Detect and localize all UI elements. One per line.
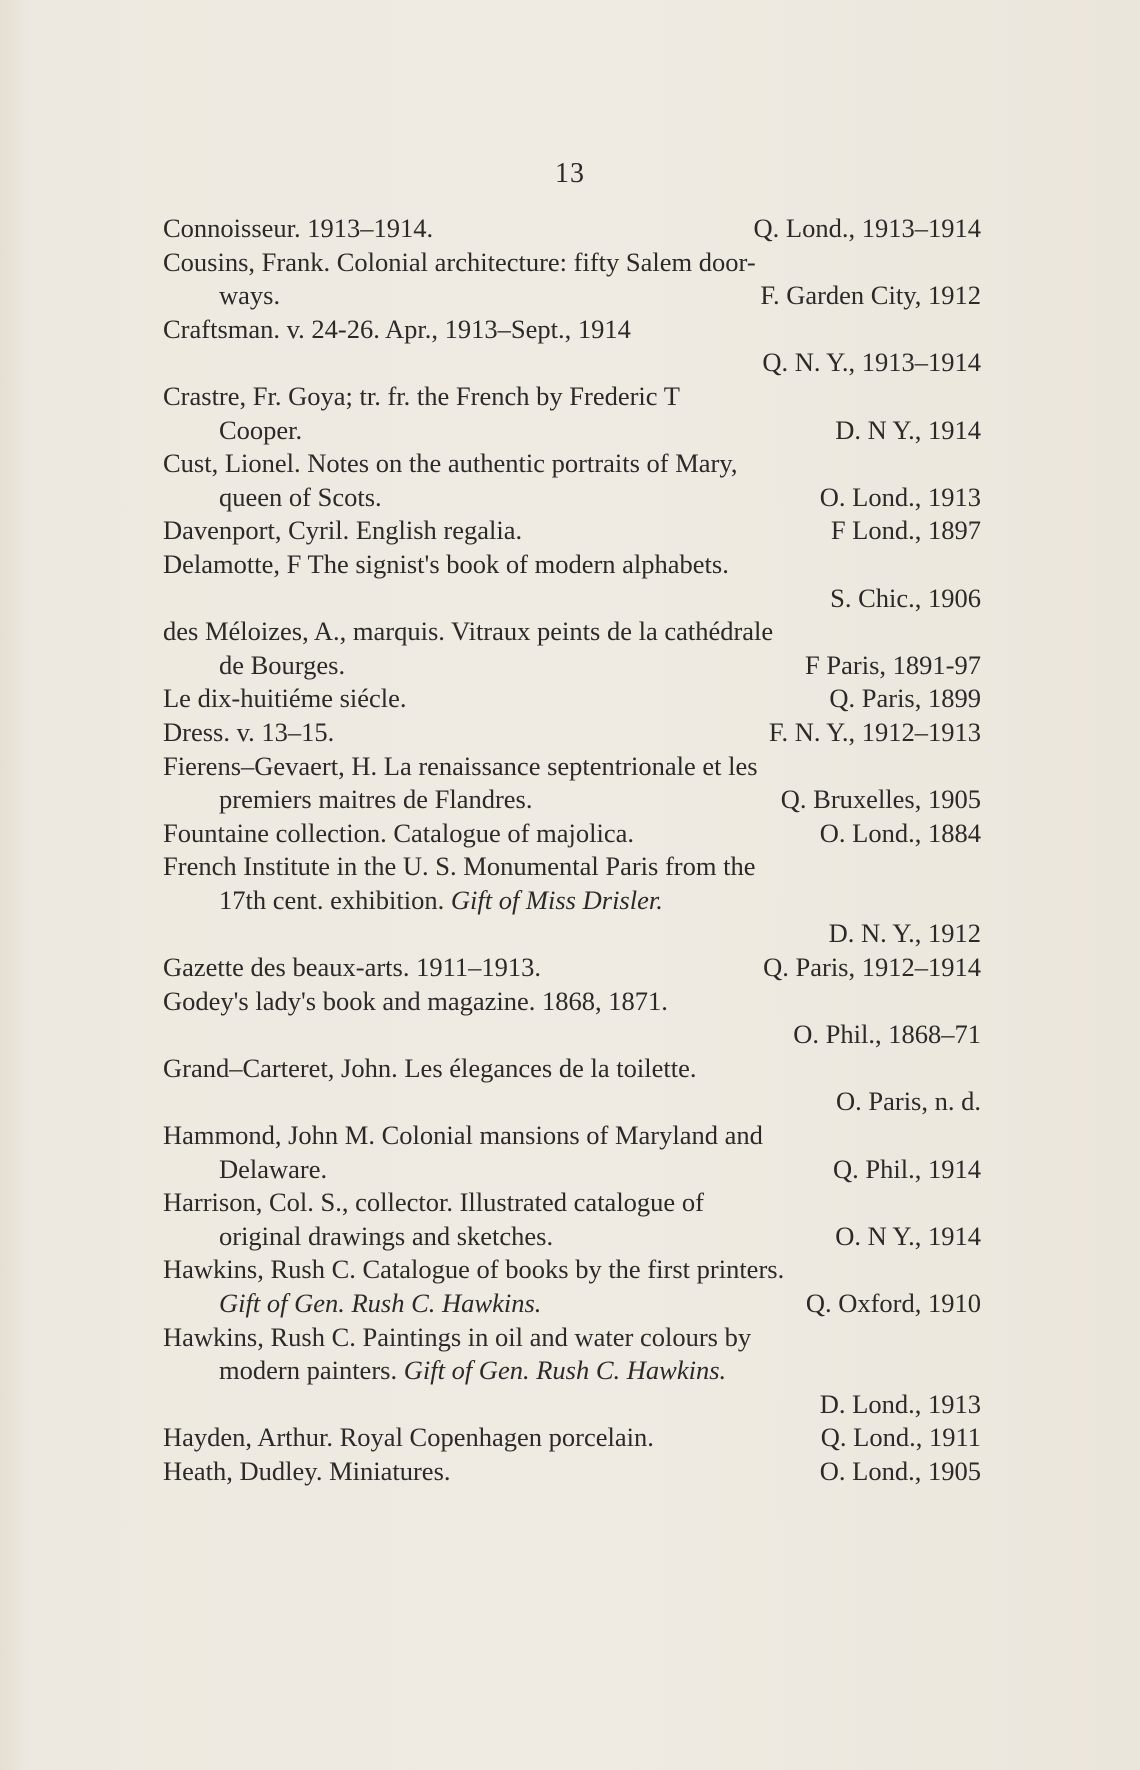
entry-text	[163, 682, 407, 716]
imprint: Q. Lond., 1911	[820, 1422, 981, 1453]
entry-title: Crastre, Fr. Goya; tr. fr. the French by Frederic T	[163, 380, 680, 411]
entry-text	[163, 1220, 553, 1254]
entry-line	[163, 279, 981, 313]
entry-line	[163, 1455, 981, 1489]
entry-text	[163, 951, 541, 985]
entry-title: Grand–Carteret, John. Les élegances de la toilette.	[163, 1052, 697, 1083]
entry-line	[163, 548, 981, 582]
entry-line	[163, 917, 981, 951]
entry-title: Delaware.	[219, 1153, 328, 1184]
entry-text	[163, 1153, 327, 1187]
entry-line	[163, 1052, 981, 1086]
entry-title: Fierens–Gevaert, H. La renaissance septentrionale et les	[163, 750, 758, 781]
entry-line	[163, 1421, 981, 1455]
entry-line	[163, 1321, 981, 1355]
entry-line	[163, 414, 981, 448]
imprint: Q. N. Y., 1913–1914	[762, 347, 981, 378]
entry-line	[163, 1253, 981, 1287]
imprint: Q. Paris, 1899	[829, 683, 981, 714]
entry-line	[163, 1119, 981, 1153]
imprint: F. Garden City, 1912	[760, 280, 981, 311]
entry-line	[163, 1354, 981, 1388]
entry-text	[163, 246, 756, 280]
entry-title: des Méloizes, A., marquis. Vitraux peints de la cathédrale	[163, 616, 774, 647]
imprint: O. Phil., 1868–71	[793, 1019, 981, 1050]
imprint: O. Lond., 1905	[819, 1455, 981, 1486]
entry-line	[163, 481, 981, 515]
entry-line	[163, 346, 981, 380]
entry-text	[163, 817, 634, 851]
imprint: S. Chic., 1906	[830, 582, 981, 613]
entry-title: premiers maitres de Flandres.	[219, 784, 533, 815]
entry-line	[163, 1018, 981, 1052]
entry-text	[163, 716, 334, 750]
imprint: Q. Lond., 1913–1914	[753, 213, 981, 243]
imprint: O. Lond., 1913	[819, 481, 981, 512]
entry-line	[163, 246, 981, 280]
entry-text	[163, 313, 631, 347]
entry-line	[163, 582, 981, 616]
gift-note: Gift of Gen. Rush C. Hawkins.	[403, 1355, 727, 1386]
entry-title: Hammond, John M. Colonial mansions of Maryland and	[163, 1120, 763, 1151]
entry-title: Hawkins, Rush C. Catalogue of books by the first printers.	[163, 1254, 785, 1285]
entry-text	[163, 985, 668, 1019]
entry-line	[163, 817, 981, 851]
entry-text	[163, 884, 663, 918]
entry-title: Craftsman. v. 24-26. Apr., 1913–Sept., 1914	[163, 313, 631, 344]
imprint: Q. Bruxelles, 1905	[780, 784, 981, 815]
entry-line	[163, 1220, 981, 1254]
entry-text	[163, 783, 532, 817]
entry-line	[163, 1186, 981, 1220]
entry-line	[163, 1287, 981, 1321]
entry-text	[163, 1253, 784, 1287]
imprint: Q. Paris, 1912–1914	[763, 952, 981, 983]
entry-text	[163, 850, 756, 884]
entry-line	[163, 783, 981, 817]
entry-text	[163, 514, 522, 548]
entry-line	[163, 313, 981, 347]
entry-line	[163, 380, 981, 414]
entry-title: Davenport, Cyril. English regalia.	[163, 515, 523, 546]
entry-text	[163, 447, 738, 481]
entry-line	[163, 750, 981, 784]
entry-title: Le dix-huitiéme siécle.	[163, 683, 407, 714]
entry-text	[163, 649, 345, 683]
entry-title: Cust, Lionel. Notes on the authentic portraits of Mary,	[163, 448, 738, 479]
entry-title: Dress. v. 13–15.	[163, 716, 335, 747]
entry-text	[163, 1455, 451, 1489]
entry-title: Cousins, Frank. Colonial architecture: fifty Salem door-	[163, 246, 756, 277]
imprint: Q. Phil., 1914	[833, 1153, 981, 1184]
entry-line	[163, 951, 981, 985]
page-number: 13	[555, 158, 585, 189]
entry-text	[163, 212, 433, 246]
entry-line	[163, 682, 981, 716]
imprint: F Lond., 1897	[830, 515, 981, 546]
entry-text	[163, 1119, 763, 1153]
entry-line	[163, 716, 981, 750]
gift-note: Gift of Gen. Rush C. Hawkins.	[219, 1288, 542, 1318]
entry-text	[163, 1321, 751, 1355]
entry-text	[163, 1052, 696, 1086]
entry-title: Delamotte, F The signist's book of modern alphabets.	[163, 548, 729, 579]
entry-line	[163, 1388, 981, 1422]
imprint: O. Lond., 1884	[819, 817, 981, 848]
entry-title: Heath, Dudley. Miniatures.	[163, 1455, 451, 1486]
entry-text	[163, 380, 680, 414]
entry-title: original drawings and sketches.	[219, 1220, 554, 1251]
entry-line	[163, 615, 981, 649]
entry-title: Hawkins, Rush C. Paintings in oil and water colours by	[163, 1321, 752, 1352]
entry-line	[163, 514, 981, 548]
entry-line	[163, 649, 981, 683]
entry-line	[163, 1085, 981, 1119]
entry-line	[163, 884, 981, 918]
entry-title: Hayden, Arthur. Royal Copenhagen porcelain.	[163, 1422, 654, 1453]
entry-title: Gazette des beaux-arts. 1911–1913.	[163, 952, 541, 983]
entry-title: Godey's lady's book and magazine. 1868, 1871.	[163, 985, 668, 1016]
entry-title: French Institute in the U. S. Monumental Paris from the	[163, 851, 756, 882]
entry-text	[163, 481, 382, 515]
entry-text	[163, 414, 302, 448]
entry-text	[163, 750, 758, 784]
entry-title: 17th cent. exhibition.	[219, 884, 445, 915]
entry-text	[163, 1287, 541, 1321]
imprint: D. N. Y., 1912	[828, 918, 981, 949]
imprint: D. N Y., 1914	[835, 414, 981, 445]
bibliography-list	[163, 212, 981, 1489]
entry-text	[163, 279, 280, 313]
imprint: Q. Oxford, 1910	[805, 1288, 981, 1318]
imprint: F Paris, 1891-97	[805, 649, 981, 680]
entry-line	[163, 1153, 981, 1187]
imprint: O. Paris, n. d.	[835, 1086, 981, 1117]
entry-title: de Bourges.	[219, 649, 346, 680]
entry-text	[163, 615, 773, 649]
entry-title: modern painters.	[219, 1355, 398, 1386]
imprint: D. Lond., 1913	[819, 1388, 981, 1419]
imprint: F. N. Y., 1912–1913	[768, 716, 981, 747]
entry-title: Harrison, Col. S., collector. Illustrated catalogue of	[163, 1187, 704, 1218]
entry-text	[163, 1421, 654, 1455]
imprint: O. N Y., 1914	[835, 1220, 981, 1251]
entry-line	[163, 985, 981, 1019]
entry-line	[163, 212, 981, 246]
entry-title: Fountaine collection. Catalogue of majolica.	[163, 817, 634, 848]
entry-text	[163, 548, 729, 582]
entry-title: Connoisseur. 1913–1914.	[163, 213, 434, 243]
entry-title: ways.	[219, 280, 281, 311]
entry-line	[163, 850, 981, 884]
entry-title: Cooper.	[219, 414, 303, 445]
gift-note: Gift of Miss Drisler.	[450, 884, 663, 915]
entry-line	[163, 447, 981, 481]
entry-text	[163, 1354, 726, 1388]
entry-text	[163, 1186, 704, 1220]
entry-title: queen of Scots.	[219, 481, 382, 512]
